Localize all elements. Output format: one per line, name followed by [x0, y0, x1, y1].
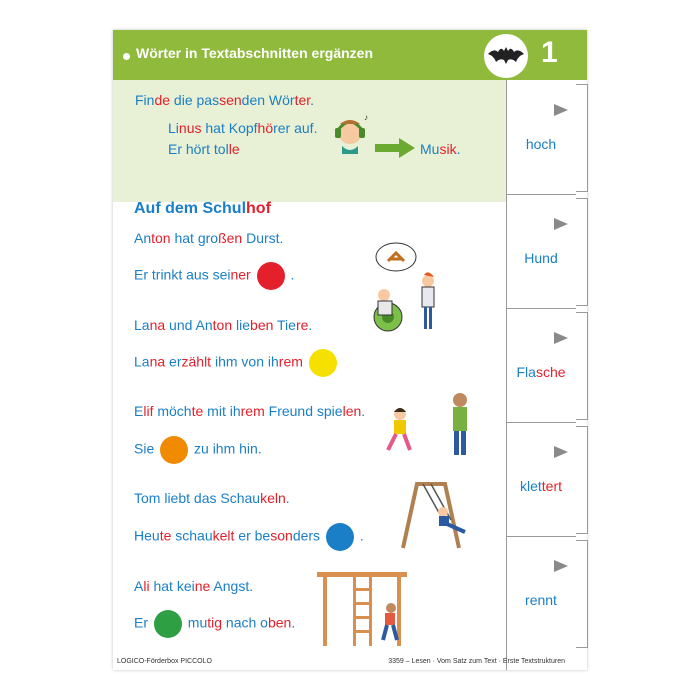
sentence-line	[134, 490, 290, 506]
text-segment: rennt	[525, 592, 557, 608]
text-segment: keln	[260, 490, 286, 506]
text-segment: lie	[232, 317, 251, 333]
text-segment: .	[308, 317, 313, 333]
answer-slot[interactable]	[506, 80, 576, 194]
text-segment: hat gro	[170, 230, 219, 246]
sentence-line	[134, 403, 365, 419]
swing-illustration	[383, 480, 483, 555]
text-segment: ßen	[218, 230, 243, 246]
example-box	[113, 80, 506, 202]
text-segment: Hund	[524, 250, 558, 266]
text-segment: na	[149, 317, 166, 333]
bat-icon	[484, 34, 528, 78]
text-segment: ton	[212, 317, 233, 333]
learning-card	[113, 30, 587, 670]
text-segment: .	[290, 266, 295, 283]
text-segment: An	[134, 230, 152, 246]
text-segment: Fla	[516, 364, 536, 380]
text-segment: sik	[439, 141, 457, 157]
answer-dot[interactable]	[309, 349, 337, 377]
text-segment: .	[359, 527, 364, 544]
answer-word	[506, 136, 576, 152]
text-segment: ne	[194, 578, 211, 594]
bullet-icon	[123, 53, 130, 60]
tab-notch	[576, 84, 588, 192]
text-segment: hö	[257, 120, 274, 136]
svg-text:♪: ♪	[364, 113, 368, 122]
text-segment: te	[191, 403, 204, 419]
text-segment: und An	[165, 317, 213, 333]
triangle-marker-icon	[554, 332, 568, 344]
answer-dot[interactable]	[160, 436, 188, 464]
text-segment: de	[154, 92, 171, 108]
text-segment: Er hört tol	[168, 141, 229, 157]
answer-slot[interactable]	[506, 536, 576, 650]
triangle-marker-icon	[554, 560, 568, 572]
text-segment: er be	[234, 527, 271, 544]
triangle-marker-icon	[554, 446, 568, 458]
sentence-line	[134, 230, 283, 246]
text-segment: son	[270, 527, 293, 544]
text-segment: nus	[178, 120, 202, 136]
text-segment: die pas	[170, 92, 220, 108]
example-instruction	[135, 92, 314, 108]
text-segment: Mu	[420, 141, 440, 157]
text-segment: ihm von ih	[211, 353, 279, 370]
slot-divider	[506, 308, 576, 309]
slot-divider	[506, 536, 576, 537]
text-segment: zählt	[181, 353, 212, 370]
text-segment: hof	[246, 200, 271, 217]
text-segment: Durst.	[242, 230, 284, 246]
answer-slot[interactable]	[506, 308, 576, 422]
text-segment: lif	[143, 403, 154, 419]
text-segment: Tie	[273, 317, 296, 333]
text-segment: li	[143, 578, 150, 594]
card-title: Wörter in Textabschnitten ergänzen	[136, 45, 373, 61]
text-segment: mit ih	[203, 403, 241, 419]
slot-divider	[506, 422, 576, 423]
climbing-frame-illustration	[313, 568, 413, 653]
text-segment: schau	[171, 527, 213, 544]
text-segment: La	[134, 353, 150, 370]
wheelchair-kids-dog-illustration	[358, 235, 448, 340]
text-segment: nach o	[222, 614, 268, 631]
example-sentence-1	[168, 120, 317, 136]
answer-word	[506, 250, 576, 266]
tab-notch	[576, 540, 588, 648]
triangle-marker-icon	[554, 104, 568, 116]
text-segment: .	[285, 490, 290, 506]
text-segment: ben	[267, 614, 292, 631]
text-segment: E	[134, 403, 144, 419]
text-segment: ter	[294, 92, 311, 108]
tab-notch	[576, 198, 588, 306]
answer-slot[interactable]	[506, 194, 576, 308]
text-segment: tig	[207, 614, 223, 631]
text-segment: rem	[240, 403, 265, 419]
text-segment: ton	[151, 230, 171, 246]
text-segment: hat kei	[149, 578, 195, 594]
text-segment: te	[159, 527, 172, 544]
sentence-line	[134, 523, 364, 551]
text-segment: na	[149, 353, 166, 370]
text-segment: den Wör	[241, 92, 295, 108]
answer-dot[interactable]	[326, 523, 354, 551]
text-segment: Sie	[134, 440, 155, 457]
example-sentence-2	[168, 141, 240, 157]
sentence-line	[134, 610, 295, 638]
card-header	[113, 30, 587, 80]
text-segment: .	[361, 403, 366, 419]
text-segment: tert	[541, 478, 563, 494]
text-segment: sche	[535, 364, 566, 380]
text-segment: sen	[219, 92, 242, 108]
sentence-line	[134, 262, 294, 290]
tab-notch	[576, 312, 588, 420]
answer-word	[506, 592, 576, 608]
text-segment: Heu	[134, 527, 160, 544]
text-segment: Er trinkt aus sei	[134, 266, 231, 283]
card-number: 1	[541, 36, 558, 69]
text-segment: re	[295, 317, 309, 333]
text-segment: ders	[292, 527, 321, 544]
example-answer	[420, 141, 460, 157]
text-segment: len	[342, 403, 362, 419]
answer-dot[interactable]	[257, 262, 285, 290]
text-segment: hoch	[525, 136, 557, 152]
answer-slot[interactable]	[506, 422, 576, 536]
text-segment: Angst.	[210, 578, 254, 594]
exercise-title	[134, 200, 271, 218]
footer-left: LOGICO-Förderbox PICCOLO	[117, 658, 212, 665]
arrow-right-icon	[375, 138, 415, 163]
text-segment: kelt	[212, 527, 235, 544]
text-segment: ner	[230, 266, 251, 283]
text-segment: Auf dem Schul	[134, 200, 247, 217]
text-segment: A	[134, 578, 144, 594]
text-segment: rer auf.	[273, 120, 318, 136]
text-segment: möch	[153, 403, 192, 419]
slot-divider	[506, 194, 576, 195]
text-segment: ben	[250, 317, 274, 333]
sentence-line	[134, 317, 312, 333]
answer-word	[506, 364, 576, 380]
text-segment: Fin	[135, 92, 155, 108]
sentence-line	[134, 436, 262, 464]
text-segment: Er	[134, 614, 148, 631]
text-segment: Tom liebt das Schau	[134, 490, 261, 506]
text-segment: Freund spie	[264, 403, 343, 419]
sentence-line	[134, 349, 339, 377]
answer-dot[interactable]	[154, 610, 182, 638]
triangle-marker-icon	[554, 218, 568, 230]
text-segment: er	[165, 353, 182, 370]
answer-word	[506, 478, 576, 494]
text-segment: hat Kopf	[201, 120, 258, 136]
text-segment: .	[456, 141, 461, 157]
text-segment: mu	[187, 614, 208, 631]
headphone-boy-illustration	[328, 110, 372, 159]
text-segment: La	[134, 317, 150, 333]
running-girl-and-boy-illustration	[378, 392, 478, 467]
text-segment: rem	[278, 353, 303, 370]
text-segment: .	[291, 614, 296, 631]
text-segment: .	[310, 92, 315, 108]
footer-right: 3359 – Lesen · Vom Satz zum Text · Erste Textstrukturen	[388, 658, 565, 665]
text-segment: zu ihm hin.	[194, 440, 262, 457]
sentence-line	[134, 578, 253, 594]
text-segment: klet	[519, 478, 542, 494]
text-segment: le	[228, 141, 240, 157]
text-segment: Li	[168, 120, 179, 136]
tab-notch	[576, 426, 588, 534]
